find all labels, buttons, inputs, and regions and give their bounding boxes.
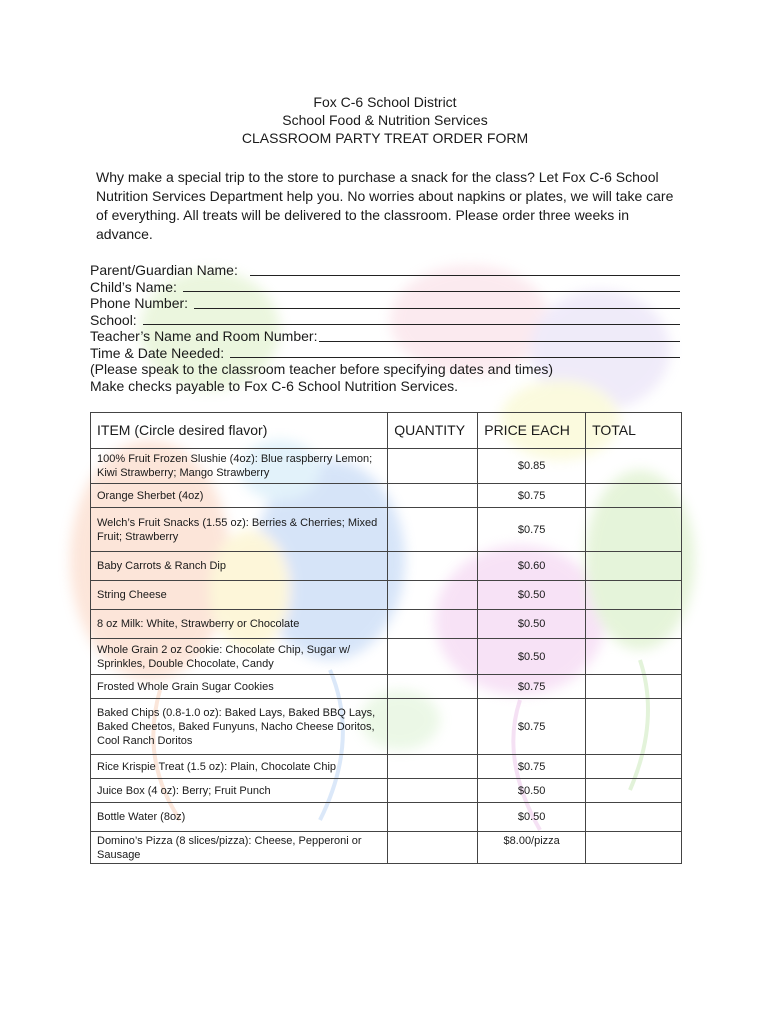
district-name: Fox C-6 School District xyxy=(313,94,457,110)
total-cell[interactable] xyxy=(586,508,682,552)
total-cell[interactable] xyxy=(586,639,682,675)
item-cell[interactable]: Bottle Water (8oz) xyxy=(91,803,388,832)
item-cell[interactable]: Whole Grain 2 oz Cookie: Chocolate Chip, Sugar w/ Sprinkles, Double Chocolate, Candy xyxy=(91,639,388,675)
total-cell[interactable] xyxy=(586,449,682,484)
item-cell[interactable]: 8 oz Milk: White, Strawberry or Chocolate xyxy=(91,610,388,639)
parent-name-line[interactable] xyxy=(250,262,680,276)
price-cell: $0.50 xyxy=(478,610,586,639)
parent-name-field[interactable] xyxy=(90,262,680,279)
quantity-cell[interactable] xyxy=(388,755,478,779)
quantity-cell[interactable] xyxy=(388,449,478,484)
order-table xyxy=(90,412,682,864)
price-column-header: PRICE EACH xyxy=(478,413,586,449)
form-title: CLASSROOM PARTY TREAT ORDER FORM xyxy=(241,130,529,146)
price-cell: $0.50 xyxy=(478,581,586,610)
contact-fields xyxy=(90,262,680,394)
time-date-field[interactable] xyxy=(90,345,680,362)
department-name: School Food & Nutrition Services xyxy=(282,112,488,128)
total-cell[interactable] xyxy=(586,699,682,755)
item-cell[interactable]: Frosted Whole Grain Sugar Cookies xyxy=(91,675,388,699)
item-cell[interactable]: 100% Fruit Frozen Slushie (4oz): Blue raspberry Lemon; Kiwi Strawberry; Mango Strawberry xyxy=(91,449,388,484)
table-row xyxy=(91,508,682,552)
item-cell[interactable]: Welch’s Fruit Snacks (1.55 oz): Berries & Cherries; Mixed Fruit; Strawberry xyxy=(91,508,388,552)
phone-field[interactable] xyxy=(90,295,680,312)
table-row xyxy=(91,779,682,803)
price-cell: $0.85 xyxy=(478,449,586,484)
payment-note: Make checks payable to Fox C-6 School Nutrition Services. xyxy=(90,377,459,394)
table-row xyxy=(91,755,682,779)
price-cell: $0.75 xyxy=(478,675,586,699)
quantity-cell[interactable] xyxy=(388,639,478,675)
teacher-room-label: Teacher’s Name and Room Number: xyxy=(90,328,318,344)
price-cell: $0.75 xyxy=(478,699,586,755)
quantity-cell[interactable] xyxy=(388,699,478,755)
item-cell[interactable]: Domino’s Pizza (8 slices/pizza): Cheese, Pepperoni or Sausage xyxy=(91,832,388,864)
quantity-column-header: QUANTITY xyxy=(388,413,478,449)
total-cell[interactable] xyxy=(586,675,682,699)
total-cell[interactable] xyxy=(586,552,682,581)
total-column-header: TOTAL xyxy=(586,413,682,449)
phone-label: Phone Number: xyxy=(90,295,192,311)
price-cell: $8.00/pizza xyxy=(478,832,586,864)
quantity-cell[interactable] xyxy=(388,803,478,832)
price-cell: $0.50 xyxy=(478,639,586,675)
table-row xyxy=(91,581,682,610)
school-field[interactable] xyxy=(90,312,680,329)
time-date-line[interactable] xyxy=(230,345,680,359)
phone-line[interactable] xyxy=(194,295,680,309)
quantity-cell[interactable] xyxy=(388,484,478,508)
quantity-cell[interactable] xyxy=(388,675,478,699)
teacher-room-field[interactable] xyxy=(90,328,680,345)
table-row xyxy=(91,552,682,581)
price-cell: $0.75 xyxy=(478,484,586,508)
price-cell: $0.75 xyxy=(478,755,586,779)
quantity-cell[interactable] xyxy=(388,508,478,552)
item-cell[interactable]: Rice Krispie Treat (1.5 oz): Plain, Chocolate Chip xyxy=(91,755,388,779)
total-cell[interactable] xyxy=(586,610,682,639)
table-header-row xyxy=(91,413,682,449)
total-cell[interactable] xyxy=(586,832,682,864)
school-label: School: xyxy=(90,311,141,328)
parent-name-label: Parent/Guardian Name: xyxy=(90,262,242,278)
quantity-cell[interactable] xyxy=(388,581,478,610)
price-cell: $0.75 xyxy=(478,508,586,552)
table-row xyxy=(91,699,682,755)
school-line[interactable] xyxy=(143,312,680,326)
table-row xyxy=(91,484,682,508)
total-cell[interactable] xyxy=(586,803,682,832)
total-cell[interactable] xyxy=(586,484,682,508)
child-name-field[interactable] xyxy=(90,279,680,296)
item-cell[interactable]: Baby Carrots & Ranch Dip xyxy=(91,552,388,581)
table-row xyxy=(91,610,682,639)
price-cell: $0.60 xyxy=(478,552,586,581)
item-cell[interactable]: String Cheese xyxy=(91,581,388,610)
price-cell: $0.50 xyxy=(478,779,586,803)
quantity-cell[interactable] xyxy=(388,832,478,864)
table-row xyxy=(91,832,682,864)
item-column-header: ITEM (Circle desired flavor) xyxy=(91,413,388,449)
total-cell[interactable] xyxy=(586,581,682,610)
table-row xyxy=(91,449,682,484)
item-cell[interactable]: Baked Chips (0.8-1.0 oz): Baked Lays, Baked BBQ Lays, Baked Cheetos, Baked Funyuns, Nacho Cheese Doritos, Cool Ranch Doritos xyxy=(91,699,388,755)
table-row xyxy=(91,803,682,832)
teacher-note: (Please speak to the classroom teacher before specifying dates and times) xyxy=(90,361,554,377)
child-name-line[interactable] xyxy=(183,279,680,293)
quantity-cell[interactable] xyxy=(388,610,478,639)
table-row xyxy=(91,639,682,675)
table-row xyxy=(91,675,682,699)
time-date-label: Time & Date Needed: xyxy=(90,344,228,361)
item-cell[interactable]: Juice Box (4 oz): Berry; Fruit Punch xyxy=(91,779,388,803)
total-cell[interactable] xyxy=(586,779,682,803)
price-cell: $0.50 xyxy=(478,803,586,832)
teacher-room-line[interactable] xyxy=(319,328,680,342)
intro-paragraph: Why make a special trip to the store to purchase a snack for the class? Let Fox C-6 School Nutrition Services Department help you. No worries about napkins or plates, we will take care of everything. All treats will be delivered to the classroom. Please order three weeks in advance. xyxy=(96,169,674,242)
total-cell[interactable] xyxy=(586,755,682,779)
form-header xyxy=(0,93,770,147)
item-cell[interactable]: Orange Sherbet (4oz) xyxy=(91,484,388,508)
child-name-label: Child’s Name: xyxy=(90,278,181,295)
quantity-cell[interactable] xyxy=(388,552,478,581)
quantity-cell[interactable] xyxy=(388,779,478,803)
